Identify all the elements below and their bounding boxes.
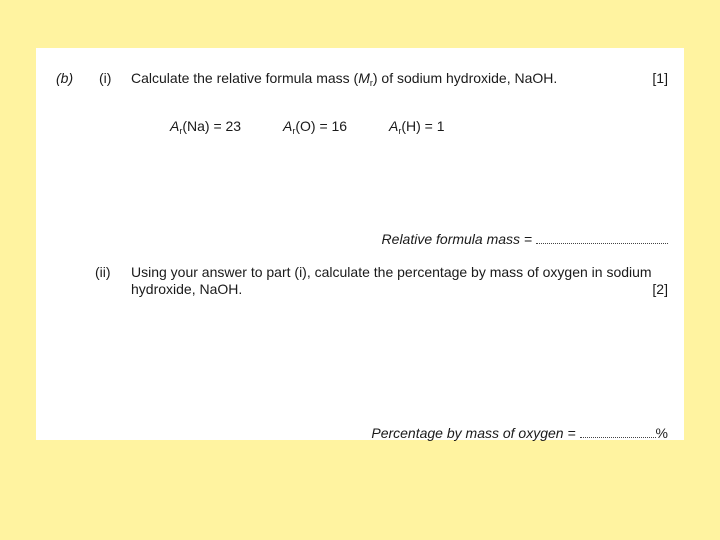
question-text-start: Calculate the relative formula mass ( <box>131 70 359 86</box>
mr-subscript: r <box>369 78 373 88</box>
part-label: (b) <box>56 70 74 86</box>
relative-formula-mass-answer <box>382 231 668 248</box>
question-text-end: ) of sodium hydroxide, NaOH. <box>372 70 558 86</box>
subpart-ii-question-line1: Using your answer to part (i), calculate the percentage by mass of oxygen in sodium <box>131 264 652 280</box>
question-sheet <box>36 48 684 440</box>
atomic-mass-h: $A_r(H) = 1$ <box>389 118 445 136</box>
subpart-i-marks: [1] <box>652 70 668 86</box>
percent-unit: % <box>655 425 668 441</box>
atomic-mass-na: $A_r(Na) = 23$ <box>170 118 242 136</box>
percentage-oxygen-label: Percentage by mass of oxygen = <box>371 425 580 441</box>
subpart-ii-question-line2: hydroxide, NaOH. <box>131 281 243 297</box>
relative-formula-mass-label: Relative formula mass = <box>381 231 536 247</box>
mr-symbol: M <box>358 70 370 86</box>
subpart-ii-label: (ii) <box>95 264 111 280</box>
subpart-i-label: (i) <box>99 70 112 86</box>
relative-formula-mass-answer-line[interactable] <box>536 242 668 244</box>
atomic-mass-o: $A_r(O) = 16$ <box>283 118 348 136</box>
subpart-i-question <box>131 70 557 87</box>
percentage-oxygen-answer-line[interactable] <box>580 436 656 438</box>
percentage-oxygen-answer <box>371 425 668 442</box>
subpart-ii-marks: [2] <box>652 281 668 297</box>
